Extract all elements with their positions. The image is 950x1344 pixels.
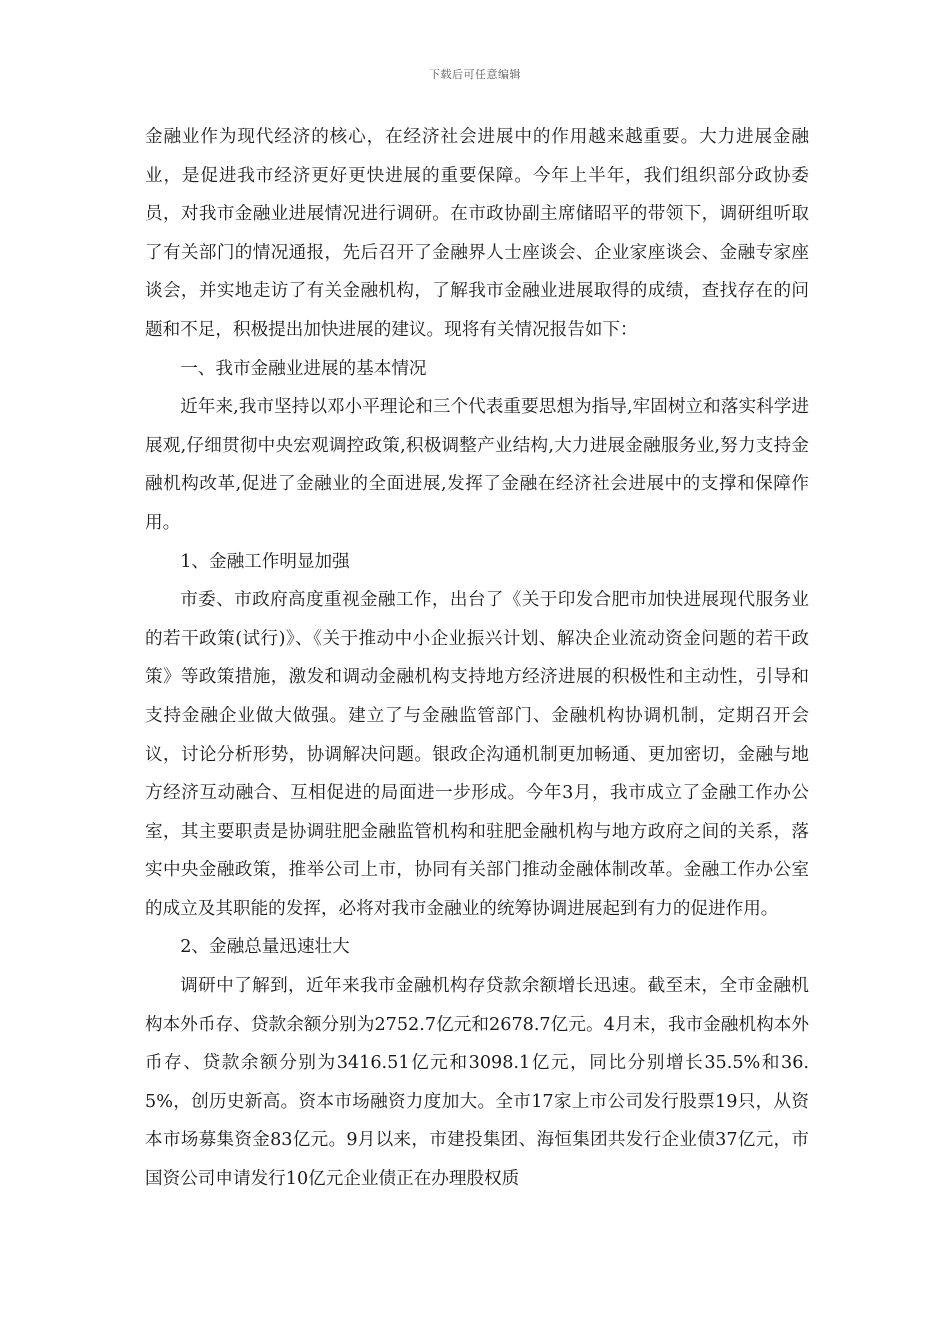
document-body [145, 118, 809, 1199]
body-paragraph: 调研中了解到，近年来我市金融机构存贷款余额增长迅速。截至末，全市金融机构本外币存、贷款余额分别为2752.7亿元和2678.7亿元。4月末，我市金融机构本外币存、贷款余额分别为3416.51亿元和3098.1亿元，同比分别增长35.5%和36.5%，创历史新高。资本市场融资力度加大。全市17家上市公司发行股票19只，从资本市场募集资金83亿元。9月以来，市建投集团、海恒集团共发行企业债37亿元，市国资公司申请发行10亿元企业债正在办理股权质 [145, 976, 809, 1190]
intro-paragraph: 金融业作为现代经济的核心，在经济社会进展中的作用越来越重要。大力进展金融业，是促进我市经济更好更快进展的重要保障。今年上半年，我们组织部分政协委员，对我市金融业进展情况进行调研。在市政协副主席储昭平的带领下，调研组听取了有关部门的情况通报，先后召开了金融界人士座谈会、企业家座谈会、金融专家座谈会，并实地走访了有关金融机构，了解我市金融业进展取得的成绩，查找存在的问题和不足，积极提出加快进展的建议。现将有关情况报告如下： [145, 127, 809, 340]
body-paragraph: 市委、市政府高度重视金融工作，出台了《关于印发合肥市加快进展现代服务业的若干政策(试行)》、《关于推动中小企业振兴计划、解决企业流动资金问题的若干政策》等政策措施，激发和调动金融机构支持地方经济进展的积极性和主动性，引导和支持金融企业做大做强。建立了与金融监管部门、金融机构协调机制，定期召开会议，讨论分析形势，协调解决问题。银政企沟通机制更加畅通、更加密切，金融与地方经济互动融合、互相促进的局面进一步形成。今年3月，我市成立了金融工作办公室，其主要职责是协调驻肥金融监管机构和驻肥金融机构与地方政府之间的关系，落实中央金融政策，推举公司上市，协同有关部门推动金融体制改革。金融工作办公室的成立及其职能的发挥，必将对我市金融业的统筹协调进展起到有力的促进作用。 [145, 590, 809, 919]
page-header: 下载后可任意编辑 [429, 68, 521, 81]
body-paragraph: 近年来,我市坚持以邓小平理论和三个代表重要思想为指导,牢固树立和落实科学进展观,仔细贯彻中央宏观调控政策,积极调整产业结构,大力进展金融服务业,努力支持金融机构改革,促进了金融业的全面进展,发挥了金融在经济社会进展中的支撑和保障作用。 [145, 397, 809, 533]
subsection-heading-1: 1、金融工作明显加强 [180, 551, 350, 572]
section-heading-1: 一、我市金融业进展的基本情况 [180, 358, 427, 379]
subsection-heading-2: 2、金融总量迅速壮大 [180, 937, 350, 958]
